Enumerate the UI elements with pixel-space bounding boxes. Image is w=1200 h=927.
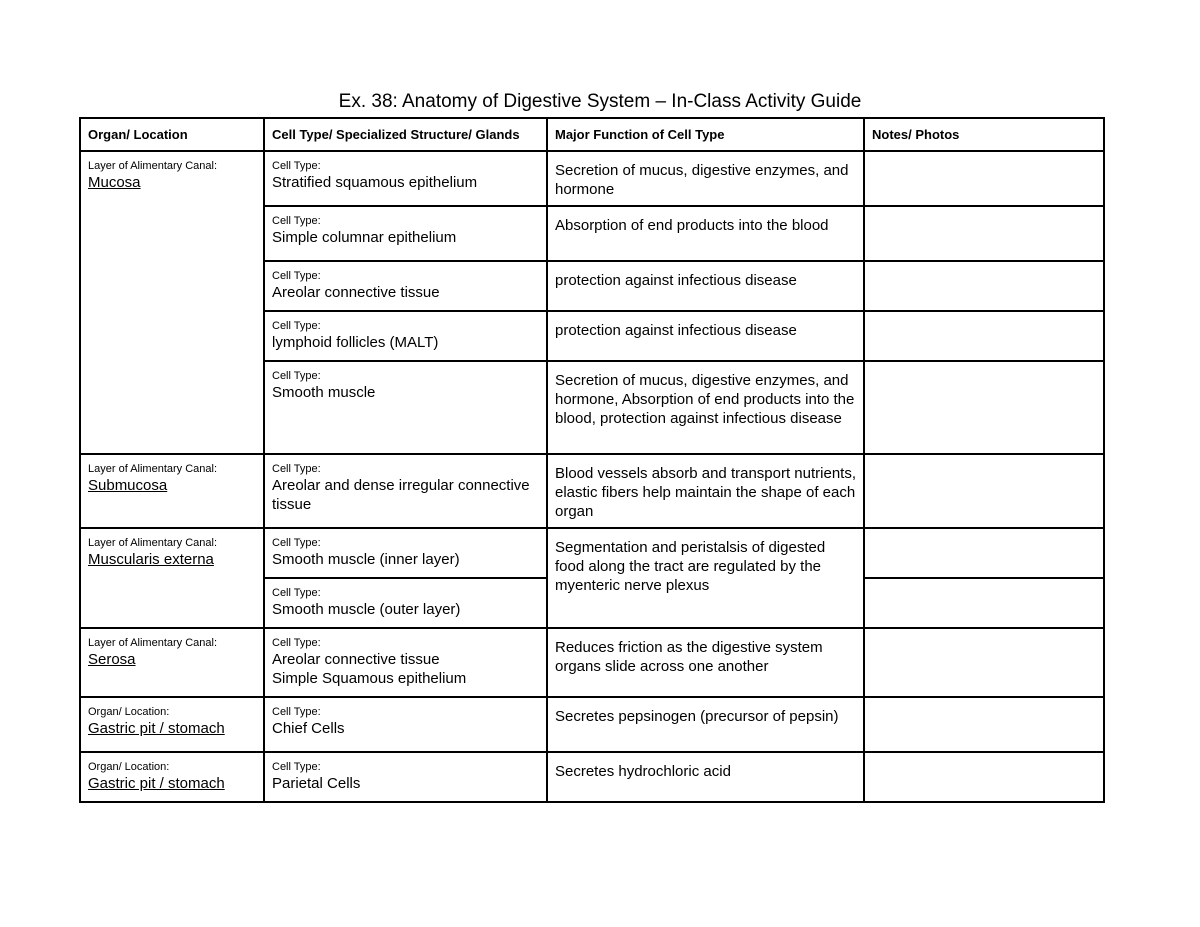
function-text: Secretion of mucus, digestive enzymes, and hormone [555, 162, 849, 198]
function-cell [547, 628, 864, 697]
cell-type-cell [264, 206, 547, 261]
organ-cell-gastric-pit [80, 697, 264, 752]
cell-type-cell [264, 151, 547, 206]
organ-name: Muscularis externa [88, 551, 214, 568]
function-cell [547, 261, 864, 311]
cell-type-label: Cell Type: [272, 706, 321, 718]
organ-cell-muscularis [80, 528, 264, 628]
function-text: Secretion of mucus, digestive enzymes, and hormone, Absorption of end products into the blood, protection against infectious disease [555, 372, 855, 427]
organ-name: Mucosa [88, 174, 141, 191]
table-row [80, 528, 1104, 578]
layer-label: Layer of Alimentary Canal: [88, 637, 218, 649]
notes-cell [864, 528, 1104, 578]
cell-type-value: Simple columnar epithelium [272, 229, 457, 246]
notes-cell [864, 361, 1104, 454]
cell-type-cell [264, 528, 547, 578]
cell-type-value: lymphoid follicles (MALT) [272, 334, 439, 351]
function-text: Segmentation and peristalsis of digested food along the tract are regulated by the myenteric nerve plexus [555, 539, 826, 594]
table-row [80, 697, 1104, 752]
cell-type-cell [264, 628, 547, 697]
cell-type-label: Cell Type: [272, 537, 321, 549]
cell-type-value: Areolar connective tissue [272, 284, 440, 301]
cell-type-cell [264, 697, 547, 752]
header-notes: Notes/ Photos [864, 118, 1104, 151]
cell-type-value: Areolar and dense irregular connective tissue [272, 477, 530, 513]
cell-type-label: Cell Type: [272, 637, 321, 649]
notes-cell [864, 454, 1104, 528]
header-row [80, 118, 1104, 151]
header-cell-type: Cell Type/ Specialized Structure/ Glands [264, 118, 547, 151]
layer-label: Layer of Alimentary Canal: [88, 160, 218, 172]
organ-cell-mucosa [80, 151, 264, 454]
function-cell [547, 528, 864, 628]
notes-cell [864, 578, 1104, 628]
cell-type-label: Cell Type: [272, 215, 321, 227]
cell-type-label: Cell Type: [272, 587, 321, 599]
table-row [80, 151, 1104, 206]
notes-cell [864, 151, 1104, 206]
function-text: Secretes pepsinogen (precursor of pepsin) [555, 708, 839, 725]
cell-type-cell [264, 578, 547, 628]
notes-cell [864, 697, 1104, 752]
page-title: Ex. 38: Anatomy of Digestive System – In-Class Activity Guide [338, 91, 862, 112]
cell-type-value: Parietal Cells [272, 775, 361, 792]
cell-type-cell [264, 752, 547, 802]
function-text: protection against infectious disease [555, 272, 797, 289]
function-text: Blood vessels absorb and transport nutrients, elastic fibers help maintain the shape of each organ [555, 465, 857, 520]
header-organ: Organ/ Location [80, 118, 264, 151]
organ-name: Submucosa [88, 477, 168, 494]
cell-type-label: Cell Type: [272, 761, 321, 773]
cell-type-label: Cell Type: [272, 320, 321, 332]
function-text: Reduces friction as the digestive system organs slide across one another [555, 639, 823, 675]
organ-name: Gastric pit / stomach [88, 720, 225, 737]
header-function: Major Function of Cell Type [547, 118, 864, 151]
cell-type-cell [264, 454, 547, 528]
organ-cell-gastric-pit [80, 752, 264, 802]
function-cell [547, 311, 864, 361]
cell-type-value: Smooth muscle (outer layer) [272, 601, 461, 618]
activity-guide-table [79, 117, 1105, 803]
table-row [80, 454, 1104, 528]
function-cell [547, 361, 864, 454]
cell-type-label: Cell Type: [272, 160, 321, 172]
organ-location-label: Organ/ Location: [88, 761, 170, 773]
cell-type-cell [264, 361, 547, 454]
function-text: Secretes hydrochloric acid [555, 763, 731, 780]
cell-type-cell [264, 311, 547, 361]
function-cell [547, 206, 864, 261]
cell-type-label: Cell Type: [272, 463, 321, 475]
organ-cell-submucosa [80, 454, 264, 528]
organ-cell-serosa [80, 628, 264, 697]
notes-cell [864, 261, 1104, 311]
function-cell [547, 752, 864, 802]
table-row [80, 752, 1104, 802]
cell-type-value: Areolar connective tissue [272, 651, 440, 668]
notes-cell [864, 206, 1104, 261]
cell-type-value: Smooth muscle (inner layer) [272, 551, 460, 568]
organ-location-label: Organ/ Location: [88, 706, 170, 718]
notes-cell [864, 311, 1104, 361]
cell-type-label: Cell Type: [272, 370, 321, 382]
function-cell [547, 454, 864, 528]
cell-type-value: Stratified squamous epithelium [272, 174, 478, 191]
organ-name: Gastric pit / stomach [88, 775, 225, 792]
function-text: protection against infectious disease [555, 322, 797, 339]
function-cell [547, 697, 864, 752]
table-row [80, 628, 1104, 697]
layer-label: Layer of Alimentary Canal: [88, 537, 218, 549]
cell-type-value: Smooth muscle [272, 384, 376, 401]
cell-type-cell [264, 261, 547, 311]
function-cell [547, 151, 864, 206]
notes-cell [864, 752, 1104, 802]
function-text: Absorption of end products into the blood [555, 217, 829, 234]
cell-type-value: Chief Cells [272, 720, 345, 737]
organ-name: Serosa [88, 651, 136, 668]
notes-cell [864, 628, 1104, 697]
cell-type-label: Cell Type: [272, 270, 321, 282]
cell-type-value: Simple Squamous epithelium [272, 670, 467, 687]
layer-label: Layer of Alimentary Canal: [88, 463, 218, 475]
